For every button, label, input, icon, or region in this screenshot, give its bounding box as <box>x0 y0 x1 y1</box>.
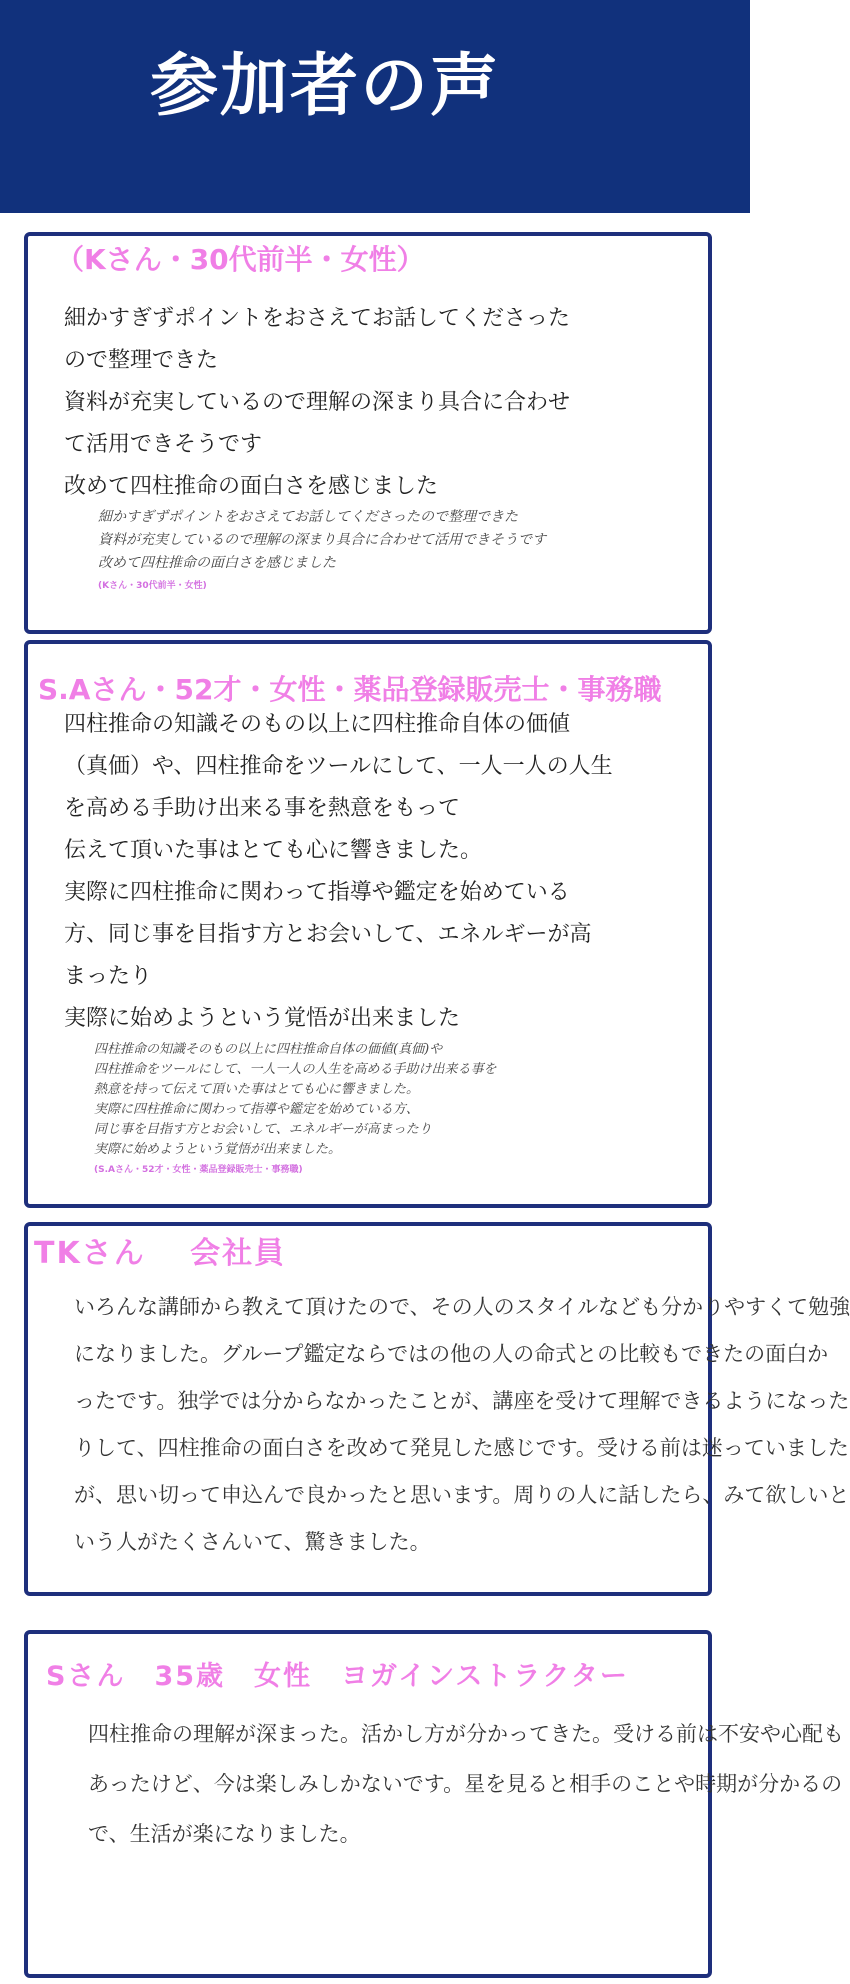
testimonial-line: を高める手助け出来る事を熱意をもって <box>64 796 461 821</box>
testimonial-text <box>88 1709 844 1859</box>
testimonial-line: ったです。独学では分からなかったことが、講座を受けて理解できるようになった <box>74 1389 850 1413</box>
testimonial-card <box>24 1630 844 1978</box>
handwritten-note <box>98 506 546 598</box>
testimonial-line: 方、同じ事を目指す方とお会いして、エネルギーが高 <box>64 922 592 947</box>
handwritten-line: 資料が充実しているので理解の深まり具合に合わせて活用できそうです <box>98 532 546 548</box>
testimonial-line: 四柱推命の理解が深まった。活かし方が分かってきた。受ける前は不安や心配も <box>88 1722 844 1746</box>
testimonial-line: 実際に始めようという覚悟が出来ました <box>64 1006 461 1031</box>
testimonial-line: 細かすぎずポイントをおさえてお話してくださった <box>64 306 571 331</box>
handwritten-line: 細かすぎずポイントをおさえてお話してくださったので整理できた <box>98 509 518 525</box>
testimonial-name: TKさん 会社員 <box>34 1236 287 1271</box>
testimonial-line: あったけど、今は楽しみしかないです。星を見ると相手のことや時期が分かるの <box>88 1772 843 1796</box>
header-banner <box>0 0 750 213</box>
testimonial-name: （Kさん・30代前半・女性） <box>56 243 425 276</box>
testimonial-card <box>24 640 712 1208</box>
handwritten-line: 四柱推命をツールにして、一人一人の人生を高める手助け出来る事を <box>94 1062 497 1077</box>
testimonial-line: 四柱推命の知識そのもの以上に四柱推命自体の価値 <box>64 712 571 737</box>
testimonial-name: S.Aさん・52才・女性・薬品登録販売士・事務職 <box>38 673 662 706</box>
page-title: 参加者の声 <box>150 47 501 126</box>
testimonial-line: で、生活が楽になりました。 <box>88 1822 361 1846</box>
testimonial-card <box>24 232 712 634</box>
handwritten-note <box>94 1040 496 1180</box>
testimonial-line: 実際に四柱推命に関わって指導や鑑定を始めている <box>64 880 570 905</box>
testimonial-line: いう人がたくさんいて、驚きました。 <box>74 1530 431 1554</box>
testimonial-line: まったり <box>64 964 153 989</box>
handwritten-signature: (S.Aさん・52才・女性・薬品登録販売士・事務職) <box>94 1165 303 1175</box>
testimonial-line: 改めて四柱推命の面白さを感じました <box>64 474 439 499</box>
testimonial-line: 伝えて頂いた事はとても心に響きました。 <box>64 838 483 863</box>
testimonial-line: 資料が充実しているので理解の深まり具合に合わせ <box>64 390 571 415</box>
testimonial-text <box>74 1284 850 1566</box>
handwritten-line: 同じ事を目指す方とお会いして、エネルギーが高まったり <box>94 1122 432 1137</box>
testimonial-card <box>24 1222 850 1596</box>
handwritten-line: 熱意を持って伝えて頂いた事はとても心に響きました。 <box>94 1082 420 1097</box>
handwritten-line: 実際に四柱推命に関わって指導や鑑定を始めている方、 <box>94 1102 419 1117</box>
handwritten-line: 実際に始めようという覚悟が出来ました。 <box>94 1142 342 1157</box>
testimonial-line: （真価）や、四柱推命をツールにして、一人一人の人生 <box>64 754 613 779</box>
testimonial-line: りして、四柱推命の面白さを改めて発見した感じです。受ける前は迷っていました <box>74 1436 849 1460</box>
testimonial-line: ので整理できた <box>64 348 219 373</box>
testimonial-text <box>64 704 613 1040</box>
testimonial-line: になりました。グループ鑑定ならではの他の人の命式との比較もできたの面白か <box>74 1342 829 1366</box>
testimonial-text <box>64 298 570 508</box>
testimonial-name: Sさん 35歳 女性 ヨガインストラクター <box>46 1661 629 1692</box>
testimonial-line: いろんな講師から教えて頂けたので、その人のスタイルなども分かりやすくて勉強 <box>74 1295 850 1319</box>
handwritten-line: 四柱推命の知識そのもの以上に四柱推命自体の価値(真価)や <box>94 1042 443 1057</box>
handwritten-line: 改めて四柱推命の面白さを感じました <box>98 555 336 571</box>
testimonial-line: て活用できそうです <box>64 432 263 457</box>
testimonial-line: が、思い切って申込んで良かったと思います。周りの人に話したら、みて欲しいと <box>74 1483 850 1507</box>
handwritten-signature: (Kさん・30代前半・女性) <box>98 581 207 591</box>
